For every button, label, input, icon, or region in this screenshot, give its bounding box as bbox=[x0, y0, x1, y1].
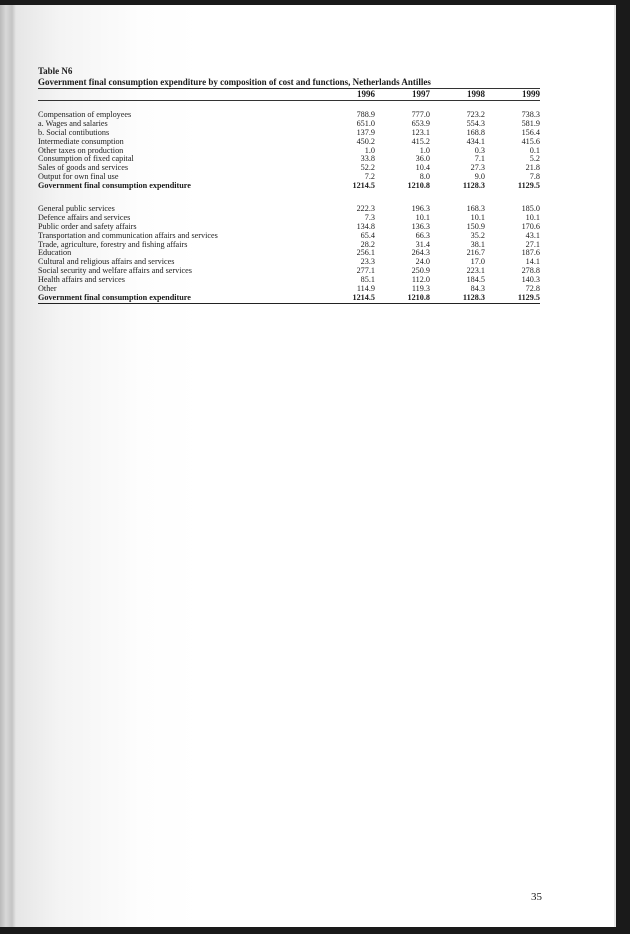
cell: 65.4 bbox=[360, 230, 375, 240]
row-label: Consumption of fixed capital bbox=[38, 154, 134, 164]
column-header: 1998 bbox=[467, 89, 485, 99]
row-label: Other bbox=[38, 284, 57, 294]
cell: 17.0 bbox=[470, 257, 485, 267]
table-title: Government final consumption expenditure by composition of cost and functions, Netherlands Antilles bbox=[38, 77, 431, 87]
row-label: a. Wages and salaries bbox=[38, 118, 108, 128]
row-label: Sales of goods and services bbox=[38, 163, 129, 173]
section-cost-composition bbox=[38, 111, 540, 191]
table-label: Table N6 bbox=[38, 66, 73, 76]
cell: 168.8 bbox=[466, 127, 485, 137]
cell: 134.8 bbox=[356, 221, 375, 231]
cell: 653.9 bbox=[411, 118, 430, 128]
cell: 184.5 bbox=[466, 275, 485, 285]
cell: 10.4 bbox=[415, 163, 430, 173]
cell: 7.3 bbox=[364, 212, 375, 222]
cell: 35.2 bbox=[470, 230, 485, 240]
column-header-row bbox=[38, 89, 540, 100]
column-header: 1996 bbox=[357, 89, 375, 99]
cell: 123.1 bbox=[411, 127, 430, 137]
cell: 278.8 bbox=[521, 266, 540, 276]
cell: 36.0 bbox=[415, 154, 430, 164]
cell: 777.0 bbox=[411, 110, 430, 119]
cell: 7.8 bbox=[529, 172, 540, 182]
cell: 415.2 bbox=[411, 136, 430, 146]
cell: 222.3 bbox=[356, 204, 375, 214]
row-label: General public services bbox=[38, 204, 115, 214]
document-page bbox=[0, 5, 616, 927]
total-row bbox=[38, 182, 540, 191]
cell: 1.0 bbox=[364, 145, 375, 155]
cell: 581.9 bbox=[521, 118, 540, 128]
cell: 8.0 bbox=[419, 172, 430, 182]
cell: 66.3 bbox=[415, 230, 430, 240]
cell: 10.1 bbox=[470, 212, 485, 222]
cell: 170.6 bbox=[521, 221, 540, 231]
cell: 5.2 bbox=[529, 154, 540, 164]
cell: 27.3 bbox=[470, 163, 485, 173]
cell: 10.1 bbox=[415, 212, 430, 222]
cell: 43.1 bbox=[525, 230, 540, 240]
table-bottom-rule bbox=[38, 303, 540, 305]
cell: 150.9 bbox=[466, 221, 485, 231]
column-header: 1999 bbox=[522, 89, 540, 99]
cell: 250.9 bbox=[411, 266, 430, 276]
row-label: Intermediate consumption bbox=[38, 136, 124, 146]
cell: 137.9 bbox=[356, 127, 375, 137]
cell: 187.6 bbox=[521, 248, 540, 258]
cell: 415.6 bbox=[521, 136, 540, 146]
cell: 112.0 bbox=[411, 275, 430, 285]
cell: 788.9 bbox=[356, 110, 375, 119]
cell: 21.8 bbox=[525, 163, 540, 173]
cell: 1210.8 bbox=[407, 292, 430, 302]
row-label: Government final consumption expenditure bbox=[38, 181, 191, 191]
table-row bbox=[38, 120, 540, 129]
row-label: Health affairs and services bbox=[38, 275, 125, 285]
page-number: 35 bbox=[531, 891, 542, 903]
cell: 554.3 bbox=[466, 118, 485, 128]
cell: 1210.8 bbox=[407, 181, 430, 191]
cell: 168.3 bbox=[466, 204, 485, 214]
cell: 31.4 bbox=[415, 239, 430, 249]
table-row bbox=[38, 241, 540, 250]
cell: 723.2 bbox=[466, 110, 485, 119]
row-label: Trade, agriculture, forestry and fishing affairs bbox=[38, 239, 188, 249]
row-label: Public order and safety affairs bbox=[38, 221, 137, 231]
section-gap bbox=[38, 191, 540, 205]
cell: 72.8 bbox=[525, 284, 540, 294]
header-label-spacer bbox=[38, 89, 320, 100]
cell: 10.1 bbox=[525, 212, 540, 222]
cell: 9.0 bbox=[474, 172, 485, 182]
cell: 84.3 bbox=[470, 284, 485, 294]
cell: 1214.5 bbox=[352, 181, 375, 191]
cell: 14.1 bbox=[525, 257, 540, 267]
cell: 33.8 bbox=[360, 154, 375, 164]
row-label: Other taxes on production bbox=[38, 145, 124, 155]
total-row bbox=[38, 294, 540, 303]
cell: 156.4 bbox=[521, 127, 540, 137]
cell: 738.3 bbox=[521, 110, 540, 119]
cell: 185.0 bbox=[521, 204, 540, 214]
row-label: b. Social contibutions bbox=[38, 127, 110, 137]
cell: 0.1 bbox=[529, 145, 540, 155]
row-label: Cultural and religious affairs and services bbox=[38, 257, 175, 267]
row-label: Social security and welfare affairs and services bbox=[38, 266, 192, 276]
cell: 140.3 bbox=[521, 275, 540, 285]
cell: 28.2 bbox=[360, 239, 375, 249]
row-label: Transportation and communication affairs and services bbox=[38, 230, 218, 240]
cell: 85.1 bbox=[360, 275, 375, 285]
cell: 216.7 bbox=[466, 248, 485, 258]
row-label: Output for own final use bbox=[38, 172, 119, 182]
cell: 114.9 bbox=[356, 284, 375, 294]
cell: 256.1 bbox=[356, 248, 375, 258]
row-label: Education bbox=[38, 248, 72, 258]
cell: 1129.5 bbox=[517, 292, 540, 302]
row-label: Government final consumption expenditure bbox=[38, 292, 191, 302]
cell: 1214.5 bbox=[352, 292, 375, 302]
cell: 450.2 bbox=[356, 136, 375, 146]
row-label: Defence affairs and services bbox=[38, 212, 131, 222]
cell: 0.3 bbox=[474, 145, 485, 155]
cell: 264.3 bbox=[411, 248, 430, 258]
cell: 651.0 bbox=[356, 118, 375, 128]
cell: 119.3 bbox=[411, 284, 430, 294]
cell: 196.3 bbox=[411, 204, 430, 214]
cell: 223.1 bbox=[466, 266, 485, 276]
cell: 277.1 bbox=[356, 266, 375, 276]
table-row bbox=[38, 111, 540, 120]
cell: 434.1 bbox=[466, 136, 485, 146]
column-header: 1997 bbox=[412, 89, 430, 99]
table-row bbox=[38, 276, 540, 285]
cell: 7.1 bbox=[474, 154, 485, 164]
cell: 27.1 bbox=[525, 239, 540, 249]
table-n6 bbox=[38, 66, 540, 304]
cell: 52.2 bbox=[360, 163, 375, 173]
cell: 1129.5 bbox=[517, 181, 540, 191]
cell: 1.0 bbox=[419, 145, 430, 155]
cell: 23.3 bbox=[360, 257, 375, 267]
cell: 38.1 bbox=[470, 239, 485, 249]
cell: 136.3 bbox=[411, 221, 430, 231]
cell: 24.0 bbox=[415, 257, 430, 267]
cell: 1128.3 bbox=[462, 292, 485, 302]
cell: 7.2 bbox=[364, 172, 375, 182]
section-functions bbox=[38, 205, 540, 303]
cell: 1128.3 bbox=[462, 181, 485, 191]
row-label: Compensation of employees bbox=[38, 110, 132, 119]
